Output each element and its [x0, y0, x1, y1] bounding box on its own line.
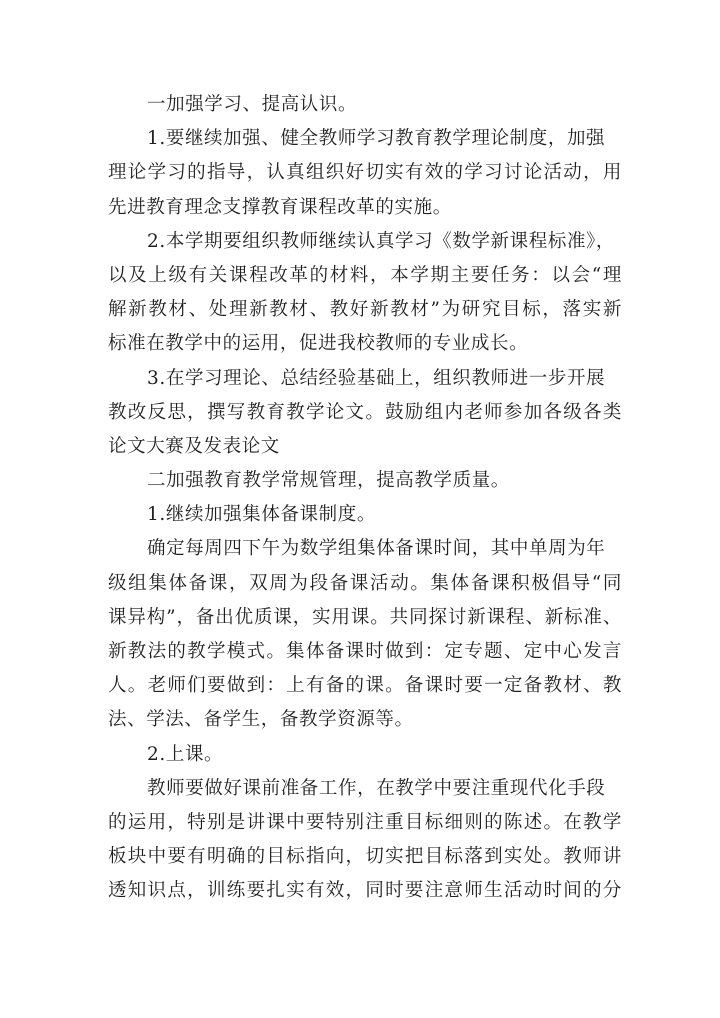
- paragraph-line: 3.在学习理论、总结经验基础上，组织教师进一步开展: [147, 367, 606, 389]
- paragraph-line: 确定每周四下午为数学组集体备课时间，其中单周为年: [147, 538, 606, 560]
- paragraph-line: 解新教材、处理新教材、教好新教材”为研究目标，落实新: [108, 299, 622, 321]
- section-heading: 一加强学习、提高认识。: [147, 94, 358, 115]
- paragraph-line: 的运用，特别是讲课中要特别注重目标细则的陈述。在教学: [108, 811, 622, 833]
- paragraph-line: 1.要继续加强、健全教师学习教育教学理论制度，加强: [147, 128, 606, 150]
- paragraph-line: 人。老师们要做到：上有备的课。备课时要一定备教材、教: [108, 675, 622, 697]
- paragraph-line: 新教法的教学模式。集体备课时做到：定专题、定中心发言: [108, 641, 622, 662]
- paragraph-line: 教改反思，撰写教育教学论文。鼓励组内老师参加各级各类: [108, 401, 622, 423]
- paragraph-line: 课异构”，备出优质课，实用课。共同探讨新课程、新标准、: [108, 606, 622, 628]
- paragraph-line: 论文大赛及发表论文: [108, 435, 280, 457]
- subsection-heading: 2.上课。: [147, 743, 224, 765]
- paragraph-line: 板块中要有明确的目标指向，切实把目标落到实处。教师讲: [108, 846, 622, 868]
- paragraph-line: 教师要做好课前准备工作，在教学中要注重现代化手段: [147, 777, 606, 799]
- paragraph-line: 级组集体备课，双周为段备课活动。集体备课积极倡导“同: [108, 572, 622, 594]
- paragraph-line: 2.本学期要组织教师继续认真学习《数学新课程标准》，: [147, 230, 616, 252]
- subsection-heading: 1.继续加强集体备课制度。: [147, 504, 376, 526]
- section-heading: 二加强教育教学常规管理，提高教学质量。: [147, 470, 510, 492]
- document-body: [108, 88, 622, 909]
- paragraph-line: 法、学法、备学生，备教学资源等。: [108, 709, 414, 731]
- paragraph-line: 理论学习的指导，认真组织好切实有效的学习讨论活动，用: [108, 162, 622, 184]
- paragraph-line: 透知识点，训练要扎实有效，同时要注意师生活动时间的分: [108, 880, 622, 902]
- paragraph-line: 标准在教学中的运用，促进我校教师的专业成长。: [108, 333, 529, 355]
- paragraph-line: 以及上级有关课程改革的材料，本学期主要任务：以会“理: [108, 264, 622, 286]
- paragraph-line: 先进教育理念支撑教育课程改革的实施。: [108, 196, 452, 218]
